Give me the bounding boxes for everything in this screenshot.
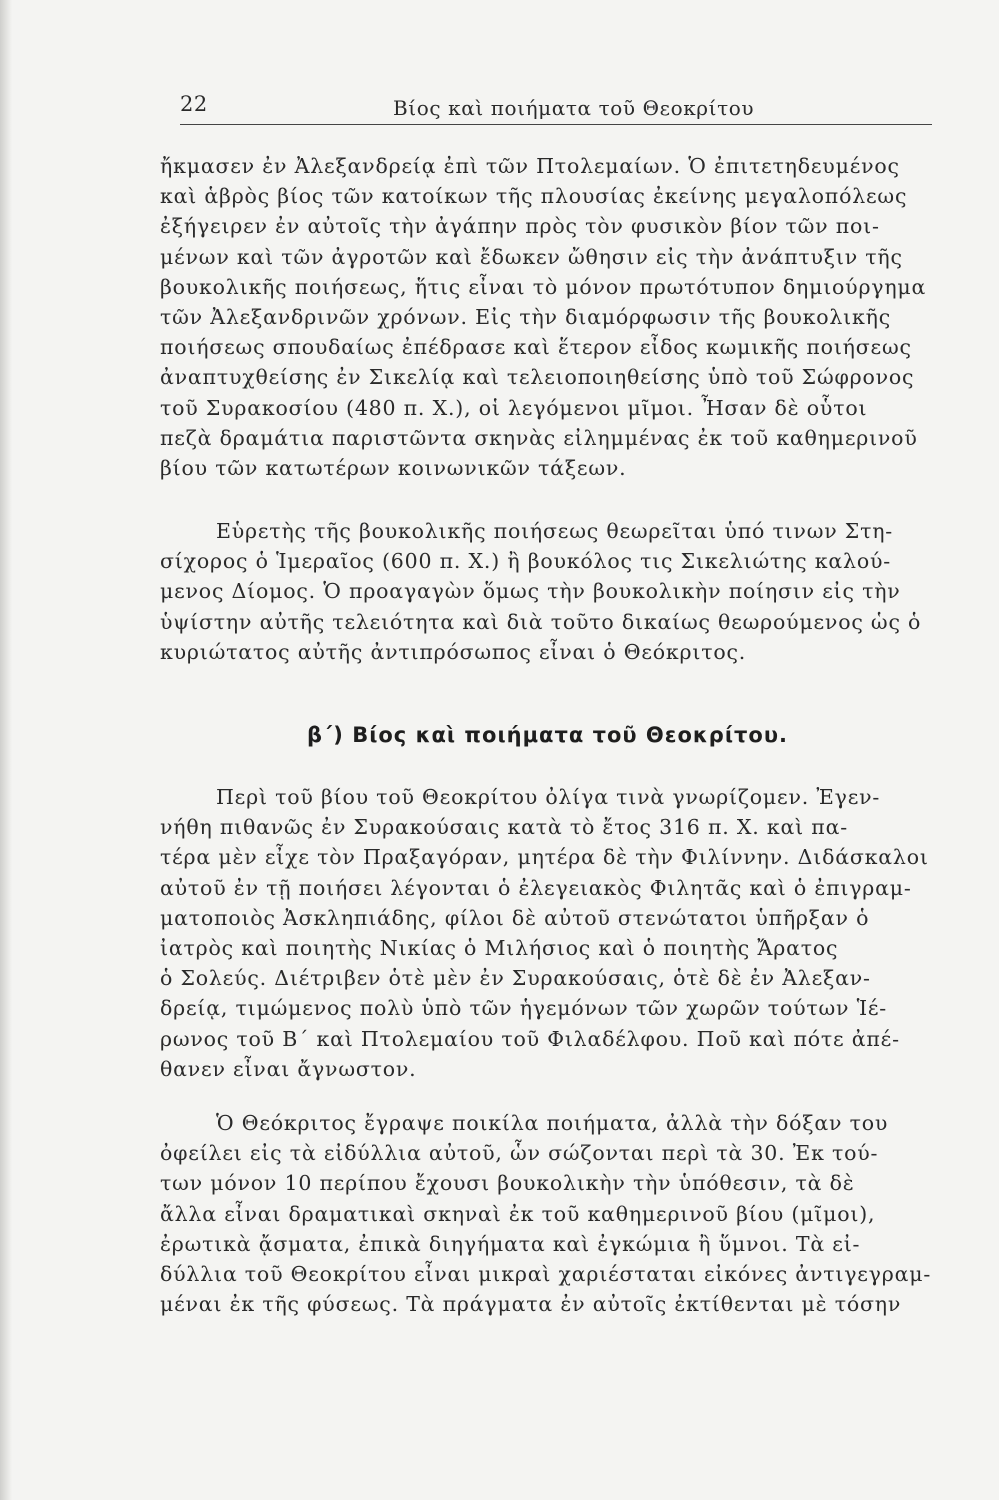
text-line: ἰατρὸς καὶ ποιητὴς Νικίας ὁ Μιλήσιος καὶ ὁ ποιητὴς Ἄρατος (160, 935, 839, 960)
text-line: δύλλια τοῦ Θεοκρίτου εἶναι μικραὶ χαριέσταται εἰκόνες ἀντιγεγραμ- (160, 1261, 932, 1286)
text-line: ἤκμασεν ἐν Ἀλεξανδρείᾳ ἐπὶ τῶν Πτολεμαίων. Ὁ ἐπιτετηδευμένος (160, 154, 900, 178)
text-line: βίου τῶν κατωτέρων κοινωνικῶν τάξεων. (160, 455, 627, 480)
text-line: ὑψίστην αὐτῆς τελειότητα καὶ διὰ τοῦτο δικαίως θεωρούμενος ὡς ὁ (160, 609, 922, 634)
running-title: Βίος καὶ ποιήματα τοῦ Θεοκρίτου (393, 96, 755, 120)
text-line: ματοποιὸς Ἀσκληπιάδης, φίλοι δὲ αὐτοῦ στενώτατοι ὑπῆρξαν ὁ (160, 905, 870, 930)
paragraph-2 (160, 516, 935, 667)
section-heading: β΄) Βίος καὶ ποιήματα τοῦ Θεοκρίτου. (306, 723, 789, 747)
text-line: ὁ Σολεύς. Διέτριβεν ὁτὲ μὲν ἐν Συρακούσαις, ὁτὲ δὲ ἐν Ἀλεξαν- (160, 966, 871, 991)
text-line: σίχορος ὁ Ἱμεραῖος (600 π. Χ.) ἢ βουκόλος τις Σικελιώτης καλού- (160, 549, 891, 574)
page-number: 22 (180, 92, 208, 116)
paragraph-4 (160, 1108, 935, 1319)
text-line: ἀναπτυχθείσης ἐν Σικελίᾳ καὶ τελειοποιηθείσης ὑπὸ τοῦ Σώφρονος (160, 365, 915, 390)
text-line: Περὶ τοῦ βίου τοῦ Θεοκρίτου ὀλίγα τινὰ γνωρίζομεν. Ἐγεν- (216, 785, 881, 809)
text-line: πεζὰ δραμάτια παριστῶντα σκηνὰς εἰλημμένας ἐκ τοῦ καθημερινοῦ (160, 425, 918, 450)
text-line: τῶν Ἀλεξανδρινῶν χρόνων. Εἰς τὴν διαμόρφωσιν τῆς βουκολικῆς (160, 304, 891, 329)
text-line: τοῦ Συρακοσίου (480 π. Χ.), οἱ λεγόμενοι μῖμοι. Ἦσαν δὲ οὗτοι (160, 395, 868, 420)
text-line: ἄλλα εἶναι δραματικαὶ σκηναὶ ἐκ τοῦ καθημερινοῦ βίου (μῖμοι), (160, 1201, 876, 1226)
text-line: ρωνος τοῦ Β΄ καὶ Πτολεμαίου τοῦ Φιλαδέλφου. Ποῦ καὶ πότε ἀπέ- (160, 1026, 900, 1051)
text-line: μέναι ἐκ τῆς φύσεως. Τὰ πράγματα ἐν αὐτοῖς ἐκτίθενται μὲ τόσην (160, 1292, 902, 1317)
text-line: Ὁ Θεόκριτος ἔγραψε ποικίλα ποιήματα, ἀλλὰ τὴν δόξαν του (216, 1111, 889, 1135)
text-line: μένων καὶ τῶν ἀγροτῶν καὶ ἔδωκεν ὤθησιν εἰς τὴν ἀνάπτυξιν τῆς (160, 244, 903, 269)
text-line: ἐξήγειρεν ἐν αὐτοῖς τὴν ἀγάπην πρὸς τὸν φυσικὸν βίον τῶν ποι- (160, 214, 880, 239)
paragraph-3 (160, 782, 935, 1084)
text-line: ποιήσεως σπουδαίως ἐπέδρασε καὶ ἕτερον εἶδος κωμικῆς ποιήσεως (160, 335, 912, 360)
page-header (180, 88, 932, 124)
text-line: αὐτοῦ ἐν τῇ ποιήσει λέγονται ὁ ἐλεγειακὸς Φιλητᾶς καὶ ὁ ἐπιγραμ- (160, 875, 912, 900)
text-line: Εὑρετὴς τῆς βουκολικῆς ποιήσεως θεωρεῖται ὑπό τινων Στη- (216, 519, 894, 543)
text-line: κυριώτατος αὐτῆς ἀντιπρόσωπος εἶναι ὁ Θεόκριτος. (160, 639, 747, 664)
text-line: τέρα μὲν εἶχε τὸν Πραξαγόραν, μητέρα δὲ τὴν Φιλίννην. Διδάσκαλοι (160, 845, 929, 870)
text-line: των μόνον 10 περίπου ἔχουσι βουκολικὴν τὴν ὑπόθεσιν, τὰ δὲ (160, 1171, 855, 1196)
header-rule (180, 124, 932, 125)
text-line: ὀφείλει εἰς τὰ εἰδύλλια αὐτοῦ, ὧν σώζονται περὶ τὰ 30. Ἐκ τού- (160, 1141, 879, 1166)
text-line: θανεν εἶναι ἄγνωστον. (160, 1056, 417, 1081)
text-line: βουκολικῆς ποιήσεως, ἥτις εἶναι τὸ μόνον πρωτότυπον δημιούργημα (160, 274, 927, 299)
text-line: δρείᾳ, τιμώμενος πολὺ ὑπὸ τῶν ἡγεμόνων τῶν χωρῶν τούτων Ἱέ- (160, 996, 888, 1021)
text-line: μενος Δίομος. Ὁ προαγαγὼν ὅμως τὴν βουκολικὴν ποίησιν εἰς τὴν (160, 579, 901, 604)
text-line: ἐρωτικὰ ᾄσματα, ἐπικὰ διηγήματα καὶ ἐγκώμια ἢ ὕμνοι. Τὰ εἰ- (160, 1231, 861, 1256)
text-line: καὶ ἁβρὸς βίος τῶν κατοίκων τῆς πλουσίας ἐκείνης μεγαλοπόλεως (160, 184, 908, 209)
page-edge-shadow (0, 0, 12, 1500)
text-line: νήθη πιθανῶς ἐν Συρακούσαις κατὰ τὸ ἔτος 316 π. Χ. καὶ πα- (160, 815, 848, 840)
paragraph-1 (160, 151, 935, 483)
